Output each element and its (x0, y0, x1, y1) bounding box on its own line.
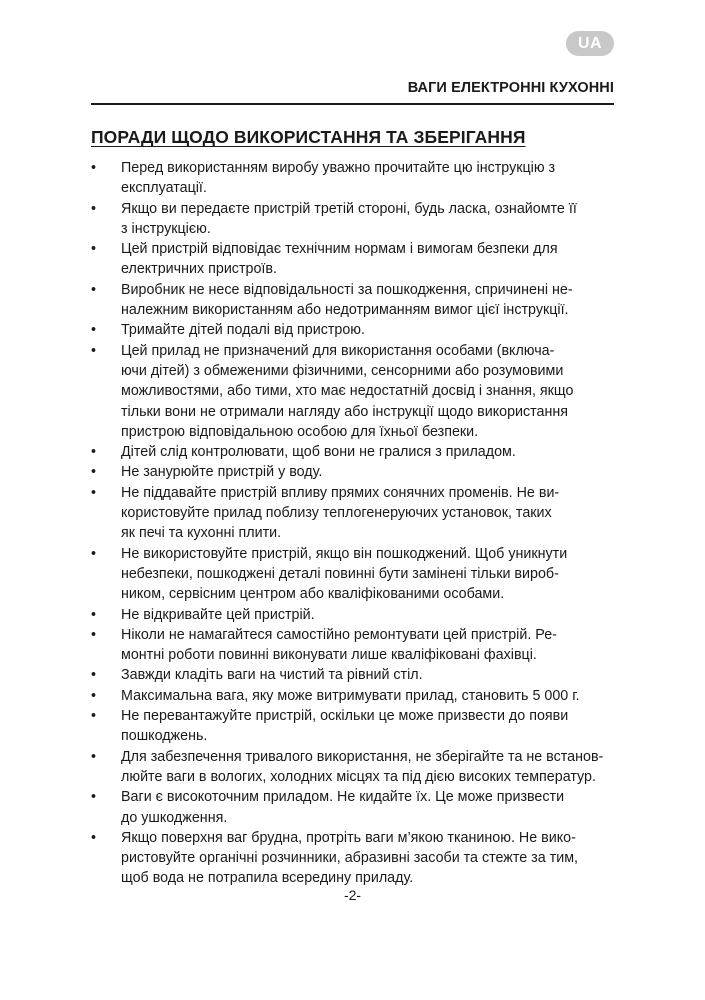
header-title: ВАГИ ЕЛЕКТРОННІ КУХОННІ (407, 80, 614, 96)
tip-text-line: тільки вони не отримали нагляду або інструкції щодо використання (121, 403, 569, 420)
tip-text-line: Тримайте дітей подалі від пристрою. (121, 322, 365, 339)
tip-text-line: Дітей слід контролювати, щоб вони не гралися з приладом. (121, 444, 516, 461)
tip-text-line: належним використанням або недотриманням вимог цієї інструкції. (121, 302, 569, 319)
bullet-icon: • (91, 160, 97, 176)
tip-item (91, 341, 616, 442)
language-badge: UA (566, 31, 614, 56)
tip-text-line: Не відкривайте цей пристрій. (121, 606, 315, 623)
tip-text-line: Ваги є високоточним приладом. Не кидайте їх. Це може призвести (121, 789, 565, 806)
bullet-icon: • (91, 342, 97, 359)
tip-text-line: небезпеки, пошкоджені деталі повинні бути замінені тільки вироб- (121, 565, 559, 582)
tip-text-line: ючи дітей) з обмеженими фізичними, сенсорними або розумовими (121, 362, 564, 379)
tip-item (91, 158, 616, 199)
section-title: ПОРАДИ ЩОДО ВИКОРИСТАННЯ ТА ЗБЕРІГАННЯ (91, 127, 526, 147)
tip-text-line: електричних пристроїв. (121, 261, 277, 278)
bullet-icon: • (91, 484, 97, 501)
tip-text-line: люйте ваги в вологих, холодних місцях та під дією високих температур. (121, 768, 596, 785)
tip-text-line: Для забезпечення тривалого використання, не зберігайте та не встанов- (121, 748, 604, 765)
tip-item (91, 442, 616, 462)
bullet-icon: • (91, 626, 97, 643)
tip-item (91, 280, 616, 321)
bullet-icon: • (91, 606, 97, 623)
tip-text-line: Цей прилад не призначений для використання особами (включа- (121, 342, 555, 359)
tip-text-line: Цей пристрій відповідає технічним нормам і вимогам безпеки для (121, 241, 558, 258)
tip-item (91, 706, 616, 747)
bullet-icon: • (91, 748, 97, 765)
tip-text-line: Завжди кладіть ваги на чистий та рівний стіл. (121, 667, 423, 684)
bullet-icon: • (91, 281, 97, 298)
tip-text-line: Не піддавайте пристрій впливу прямих сонячних променів. Не ви- (121, 484, 560, 501)
tip-item (91, 483, 616, 544)
bullet-icon: • (91, 322, 97, 339)
tip-item (91, 747, 616, 788)
tip-text-line: як печі та кухонні плити. (121, 525, 282, 542)
tip-item (91, 199, 616, 240)
tip-item (91, 665, 616, 685)
tip-text-line: Не перевантажуйте пристрій, оскільки це може призвести до появи (121, 708, 569, 725)
tip-text-line: Максимальна вага, яку може витримувати прилад, становить 5 000 г. (121, 687, 580, 704)
bullet-icon: • (91, 667, 97, 684)
tip-text-line: Якщо ви передаєте пристрій третій стороні, будь ласка, ознайомте її (121, 200, 577, 217)
bullet-icon: • (91, 545, 97, 562)
tip-item (91, 686, 616, 706)
bullet-icon: • (91, 789, 97, 806)
tip-text-line: можливостями, або тими, хто має недостатній досвід і знання, якщо (121, 383, 574, 400)
page-number: -2- (343, 887, 362, 903)
tip-item (91, 787, 616, 828)
tip-text-line: ристовуйте органічні розчинники, абразивні засоби та стежте за тим, (121, 850, 578, 867)
bullet-icon: • (91, 200, 97, 217)
tip-text-line: Ніколи не намагайтеся самостійно ремонтувати цей пристрій. Ре- (121, 626, 557, 643)
tip-text-line: користовуйте прилад поблизу теплогенеруючих установок, таких (121, 505, 552, 522)
tip-text-line: експлуатації. (121, 180, 207, 197)
bullet-icon: • (91, 444, 97, 461)
tip-text-line: ником, сервісним центром або кваліфікованими особами. (121, 586, 505, 603)
bullet-icon: • (91, 829, 97, 846)
tip-item (91, 605, 616, 625)
tip-text-line: до ушкодження. (121, 809, 228, 826)
tip-text-line: Перед використанням виробу уважно прочитайте цю інструкцію з (121, 160, 556, 176)
tip-item (91, 239, 616, 280)
tip-text-line: Не використовуйте пристрій, якщо він пошкоджений. Щоб уникнути (121, 545, 568, 562)
tip-item (91, 828, 616, 889)
tip-text-line: Не занурюйте пристрій у воду. (121, 464, 323, 481)
tip-text-line: Виробник не несе відповідальності за пошкодження, спричинені не- (121, 281, 573, 298)
bullet-icon: • (91, 708, 97, 725)
tip-text-line: Якщо поверхня ваг брудна, протріть ваги м’якою тканиною. Не вико- (121, 829, 576, 846)
tip-item (91, 462, 616, 482)
tip-text-line: пошкоджень. (121, 728, 208, 745)
tips-list (91, 158, 616, 889)
tip-item (91, 320, 616, 340)
tip-item (91, 625, 616, 666)
tip-item (91, 544, 616, 605)
tip-text-line: щоб вода не потрапила всередину приладу. (121, 870, 414, 887)
bullet-icon: • (91, 241, 97, 258)
header-divider (91, 103, 614, 105)
bullet-icon: • (91, 687, 97, 704)
bullet-icon: • (91, 464, 97, 481)
tip-text-line: монтні роботи повинні виконувати лише кваліфіковані фахівці. (121, 647, 537, 664)
tip-text-line: з інструкцією. (121, 220, 211, 237)
tip-text-line: пристрою відповідальною особою для їхньої безпеки. (121, 423, 479, 440)
